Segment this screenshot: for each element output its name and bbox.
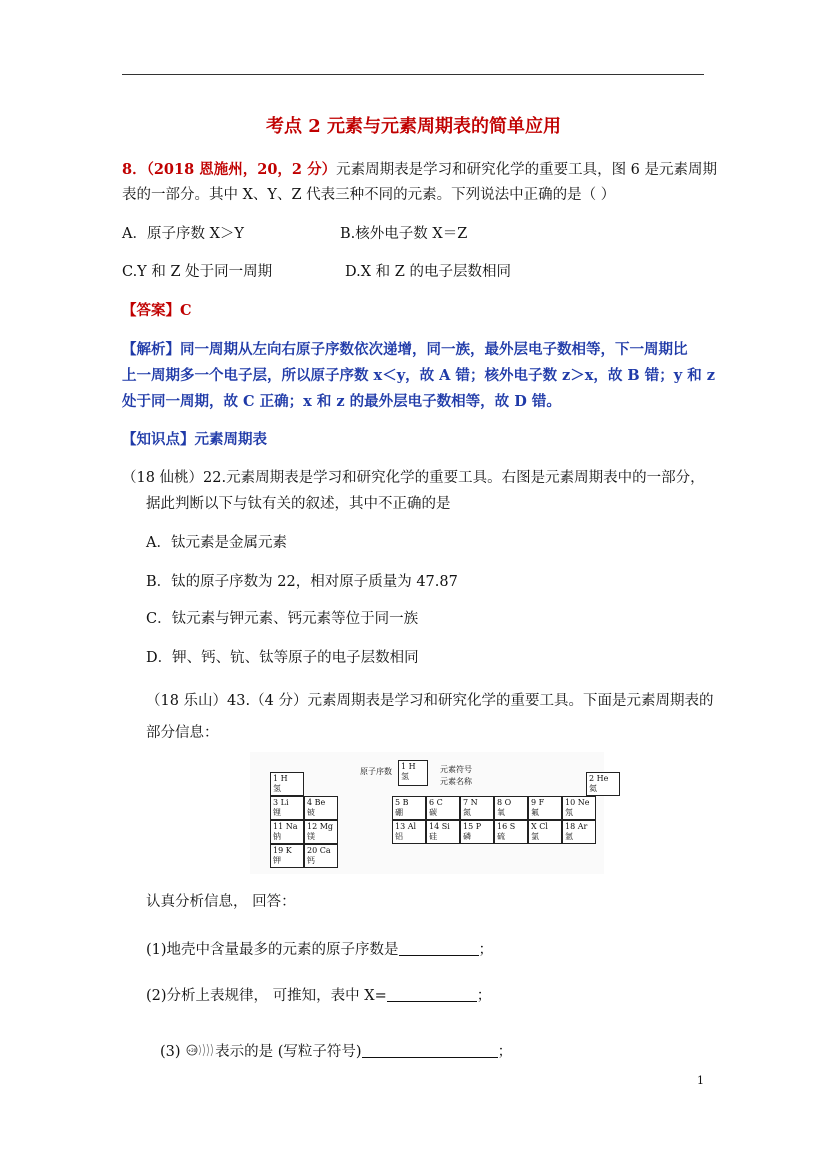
element-number-symbol: 16 S: [497, 822, 516, 831]
q8-analysis-line2: 上一周期多一个电子层，所以原子序数 x＜y，故 A 错；核外电子数 z＞x，故 B 错；y 和 z: [122, 367, 715, 384]
sub1-blank[interactable]: [399, 941, 479, 956]
element-cell: [304, 796, 338, 820]
page-number: 1: [697, 1074, 704, 1087]
element-name: 硫: [497, 832, 505, 841]
sub2-blank[interactable]: [387, 987, 477, 1002]
sub3-blank[interactable]: [362, 1043, 498, 1058]
element-name: 氧: [497, 808, 505, 817]
element-cell: [528, 820, 562, 844]
element-cell: [304, 844, 338, 868]
q22-option-d: D．钾、钙、钪、钛等原子的电子层数相同: [146, 650, 419, 666]
element-number-symbol: 18 Ar: [565, 822, 588, 831]
analysis-tag: 【解析】: [122, 341, 180, 358]
element-name: 氢: [273, 784, 281, 793]
sub3-end: ；: [497, 1044, 513, 1060]
element-name: 氟: [531, 808, 539, 817]
atom-structure-diagram-icon: [185, 1042, 215, 1060]
q43-intro: 认真分析信息， 回答：: [146, 894, 296, 910]
knowledge-tag: 【知识点】: [122, 431, 195, 448]
q8-option-d: D.X 和 Z 的电子层数相同: [345, 264, 511, 280]
element-number-symbol: 10 Ne: [565, 798, 590, 807]
element-cell: [460, 796, 494, 820]
q22-option-a: A．钛元素是金属元素: [146, 535, 287, 551]
element-name: 磷: [463, 832, 471, 841]
element-number-symbol: 1 H: [273, 774, 288, 783]
element-number-symbol: 4 Be: [307, 798, 326, 807]
sub1-text: (1)地壳中含量最多的元素的原子序数是: [146, 942, 399, 958]
sub2-end: ；: [476, 988, 492, 1004]
section-title: 考点 2 元素与元素周期表的简单应用: [265, 116, 562, 137]
element-number-symbol: X Cl: [531, 822, 548, 831]
element-name: 铍: [307, 808, 315, 817]
q8-analysis-line3: 处于同一周期，故 C 正确；x 和 z 的最外层电子数相等，故 D 错。: [122, 393, 561, 410]
element-number-symbol: 11 Na: [273, 822, 298, 831]
answer-tag: 【答案】: [122, 302, 180, 319]
legend-cell-symbol: 1 H: [401, 762, 416, 771]
element-number-symbol: 19 K: [273, 846, 292, 855]
element-name: 氖: [565, 808, 573, 817]
answer-value: C: [180, 302, 192, 319]
legend-atomic-number: 原子序数: [360, 767, 392, 776]
sub3-prefix: (3): [160, 1044, 181, 1060]
element-cell: [460, 820, 494, 844]
element-name: 碳: [429, 808, 437, 817]
element-cell: [270, 772, 304, 796]
legend-cell-name: 氢: [401, 772, 409, 781]
q43-sub2: [146, 984, 491, 1008]
element-number-symbol: 5 B: [395, 798, 409, 807]
q8-analysis-line1: [122, 338, 688, 362]
analysis-text1: 同一周期从左向右原子序数依次递增，同一族，最外层电子数相等，下一周期比: [180, 341, 688, 358]
header-rule: [122, 74, 704, 75]
q8-option-a: A．原子序数 X＞Y: [122, 226, 244, 242]
element-name: 钾: [273, 856, 281, 865]
element-cell: [494, 820, 528, 844]
element-cell: [586, 772, 620, 796]
q8-knowledge: [122, 428, 267, 452]
element-name: 氩: [565, 832, 573, 841]
element-cell: [426, 796, 460, 820]
element-cell: [392, 796, 426, 820]
element-number-symbol: 7 N: [463, 798, 478, 807]
q22-stem2: 据此判断以下与钛有关的叙述，其中不正确的是: [146, 496, 451, 512]
element-name: 硅: [429, 832, 437, 841]
element-cell: [392, 820, 426, 844]
element-name: 镁: [307, 832, 315, 841]
sub2-text: (2)分析上表规律， 可推知，表中 X=: [146, 988, 387, 1004]
nucleus-label: +20: [187, 1048, 197, 1053]
q8-number: 8．: [122, 161, 147, 178]
element-cell: [494, 796, 528, 820]
element-cell: [562, 796, 596, 820]
q8-answer: [122, 299, 192, 323]
element-name: 氦: [589, 784, 597, 793]
q8-option-c: C.Y 和 Z 处于同一周期: [122, 264, 273, 280]
knowledge-text: 元素周期表: [194, 431, 267, 448]
legend-symbol-label: 元素符号: [440, 765, 472, 774]
element-name: 氯: [531, 832, 539, 841]
element-name: 钙: [307, 856, 315, 865]
element-number-symbol: 15 P: [463, 822, 482, 831]
element-number-symbol: 2 He: [589, 774, 609, 783]
q22-stem1: （18 仙桃）22.元素周期表是学习和研究化学的重要工具。右图是元素周期表中的一部分，: [122, 470, 705, 486]
q8-line1: [122, 158, 717, 182]
periodic-table-figure: [250, 752, 609, 874]
q43-sub3: [160, 1040, 512, 1064]
element-cell: [270, 820, 304, 844]
element-number-symbol: 20 Ca: [307, 846, 331, 855]
q8-option-b: B.核外电子数 X＝Z: [340, 226, 468, 242]
q8-stem1: 元素周期表是学习和研究化学的重要工具，图 6 是元素周期: [336, 162, 718, 178]
element-number-symbol: 14 Si: [429, 822, 450, 831]
element-cell: [562, 820, 596, 844]
q43-sub1: [146, 938, 493, 962]
element-number-symbol: 12 Mg: [307, 822, 334, 831]
q22-option-b: B．钛的原子序数为 22，相对原子质量为 47.87: [146, 574, 458, 590]
element-cell: [270, 844, 304, 868]
element-number-symbol: 8 O: [497, 798, 512, 807]
q22-option-c: C．钛元素与钾元素、钙元素等位于同一族: [146, 611, 419, 627]
sub3-text: 表示的是 (写粒子符号): [215, 1044, 362, 1060]
element-number-symbol: 6 C: [429, 798, 443, 807]
element-number-symbol: 3 Li: [273, 798, 289, 807]
q43-stem2: 部分信息：: [146, 725, 219, 741]
element-name: 钠: [273, 832, 281, 841]
element-name: 硼: [395, 808, 403, 817]
element-cell: [270, 796, 304, 820]
element-name: 铝: [395, 832, 403, 841]
legend-cell: [398, 760, 428, 786]
element-number-symbol: 13 Al: [395, 822, 417, 831]
element-cell: [426, 820, 460, 844]
q43-stem1: （18 乐山）43.（4 分）元素周期表是学习和研究化学的重要工具。下面是元素周期表的: [146, 693, 714, 709]
sub1-end: ；: [478, 942, 494, 958]
element-name: 氮: [463, 808, 471, 817]
element-cell: [528, 796, 562, 820]
legend-name-label: 元素名称: [440, 777, 472, 786]
element-name: 锂: [273, 808, 281, 817]
q8-stem2: 表的一部分。其中 X、Y、Z 代表三种不同的元素。下列说法中正确的是（ ）: [122, 187, 616, 203]
q8-source: （2018 恩施州，20，2 分）: [146, 161, 337, 178]
element-number-symbol: 9 F: [531, 798, 545, 807]
element-cell: [304, 820, 338, 844]
